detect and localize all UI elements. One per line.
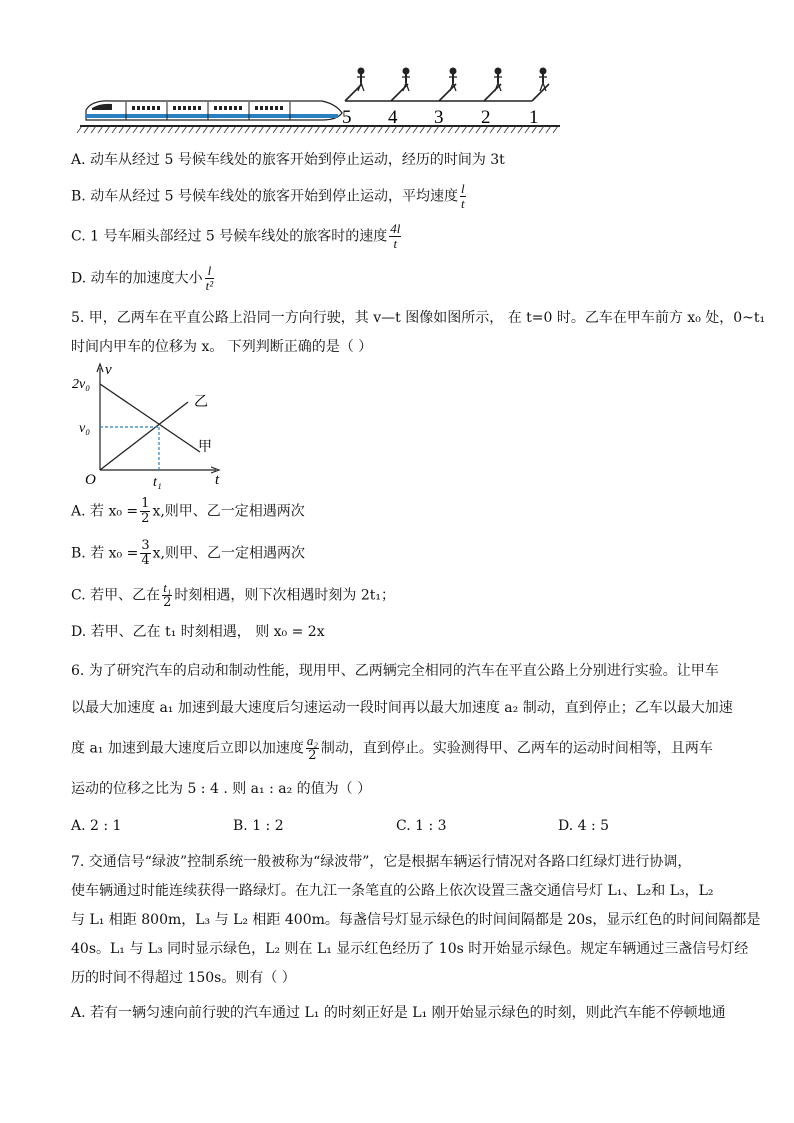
line-jia [100,384,200,452]
origin-label: O [85,472,96,488]
q6-line2: 以最大加速度 a₁ 加速到最大速度后匀速运动一段时间再以最大加速度 a₂ 制动，直到停止；乙车以最大加速 [71,700,733,716]
q6-option-c: C. 1 : 3 [396,818,447,834]
q7-line1: 7. 交通信号“绿波”控制系统一般被称为“绿波带”，它是根据车辆运行情况对各路口红绿灯进行协调， [71,854,692,870]
q4-option-d: D. 动车的加速度大小 $\frac{l}{\text{t²}}$ [71,263,214,293]
q6-line4: 运动的位移之比为 5 : 4 . 则 a₁ : a₂ 的值为（ ） [71,781,372,797]
q4-option-a: A. 动车从经过 5 号候车线处的旅客开始到停止运动，经历的时间为 3t [71,152,505,168]
q5-option-b: B. 若 x₀ = $\frac{3}{4}$ x,则甲、乙一定相遇两次 [71,538,305,568]
station-label: 1 [529,107,539,128]
axis-label-v: v [105,362,112,378]
q7-line5: 历的时间不得超过 150s。则有（ ） [71,970,296,986]
q6-line1: 6. 为了研究汽车的启动和制动性能，现用甲、乙两辆完全相同的汽车在平直公路上分别进行实验。让甲车 [71,663,719,679]
station-label: 4 [388,107,398,128]
station-label: 3 [434,107,444,128]
q5-stem-line2: 时间内甲车的位移为 x。 下列判断正确的是（ ） [71,339,373,355]
q5-option-d: D. 若甲、乙在 t₁ 时刻相遇， 则 x₀ = 2x [71,624,325,640]
q4-option-b: B. 动车从经过 5 号候车线处的旅客开始到停止运动，平均速度 $\frac{l}{t}$ [71,181,465,211]
passenger-icon [402,68,410,91]
q6-option-b: B. 1 : 2 [233,818,284,834]
vt-graph [70,360,230,490]
tick-v0: v₀ [79,421,91,436]
station-label: 5 [342,107,352,128]
train-icon [86,101,342,120]
station-label: 2 [481,107,491,128]
q6-line3: 度 a₁ 加速到最大速度后立即以加速度 $\frac{\text{a₂}}{2}$ 制动，直到停止。实验测得甲、乙两车的运动时间相等，且两车 [71,733,713,763]
q5-option-c: C. 若甲、乙在 $\frac{\text{t₁}}{2}$ 时刻相遇，则下次相遇时刻为 2t₁； [71,580,396,610]
q7-option-a: A. 若有一辆匀速向前行驶的汽车通过 L₁ 的时刻正好是 L₁ 刚开始显示绿色的时刻，则此汽车能不停顿地通 [71,1005,726,1021]
q6-option-d: D. 4 : 5 [558,818,610,834]
q6-option-a: A. 2 : 1 [71,818,122,834]
q4-option-c: C. 1 号车厢头部经过 5 号候车线处的旅客时的速度 $\frac{4l}{t}$ [71,221,401,251]
q7-line4: 40s。L₁ 与 L₃ 同时显示绿色，L₂ 则在 L₁ 显示红色经历了 10s 时开始显示绿色。规定车辆通过三盏信号灯经 [71,941,749,957]
q5-option-a: A. 若 x₀ = $\frac{1}{2}$ x,则甲、乙一定相遇两次 [71,496,305,526]
train-station-figure [0,0,794,140]
label-jia: 甲 [198,440,212,455]
line-yi [100,402,188,470]
tick-2v0: 2v₀ [72,377,91,392]
q5-stem-line1: 5. 甲，乙两车在平直公路上沿同一方向行驶，其 v—t 图像如图所示， 在 t=0 时。乙车在甲车前方 x₀ 处，0~t₁ [71,310,766,326]
axis-label-t: t [215,472,220,488]
q7-line3: 与 L₁ 相距 800m，L₃ 与 L₂ 相距 400m。每盏信号灯显示绿色的时间间隔都是 20s，显示红色的时间间隔都是 [71,912,761,928]
q7-line2: 使车辆通过时能连续获得一路绿灯。在九江一条笔直的公路上依次设置三盏交通信号灯 L₁、L₂和 L₃，L₂ [71,883,714,899]
q6-options [71,816,721,836]
label-yi: 乙 [194,395,208,410]
tick-t1: t₁ [153,475,162,490]
